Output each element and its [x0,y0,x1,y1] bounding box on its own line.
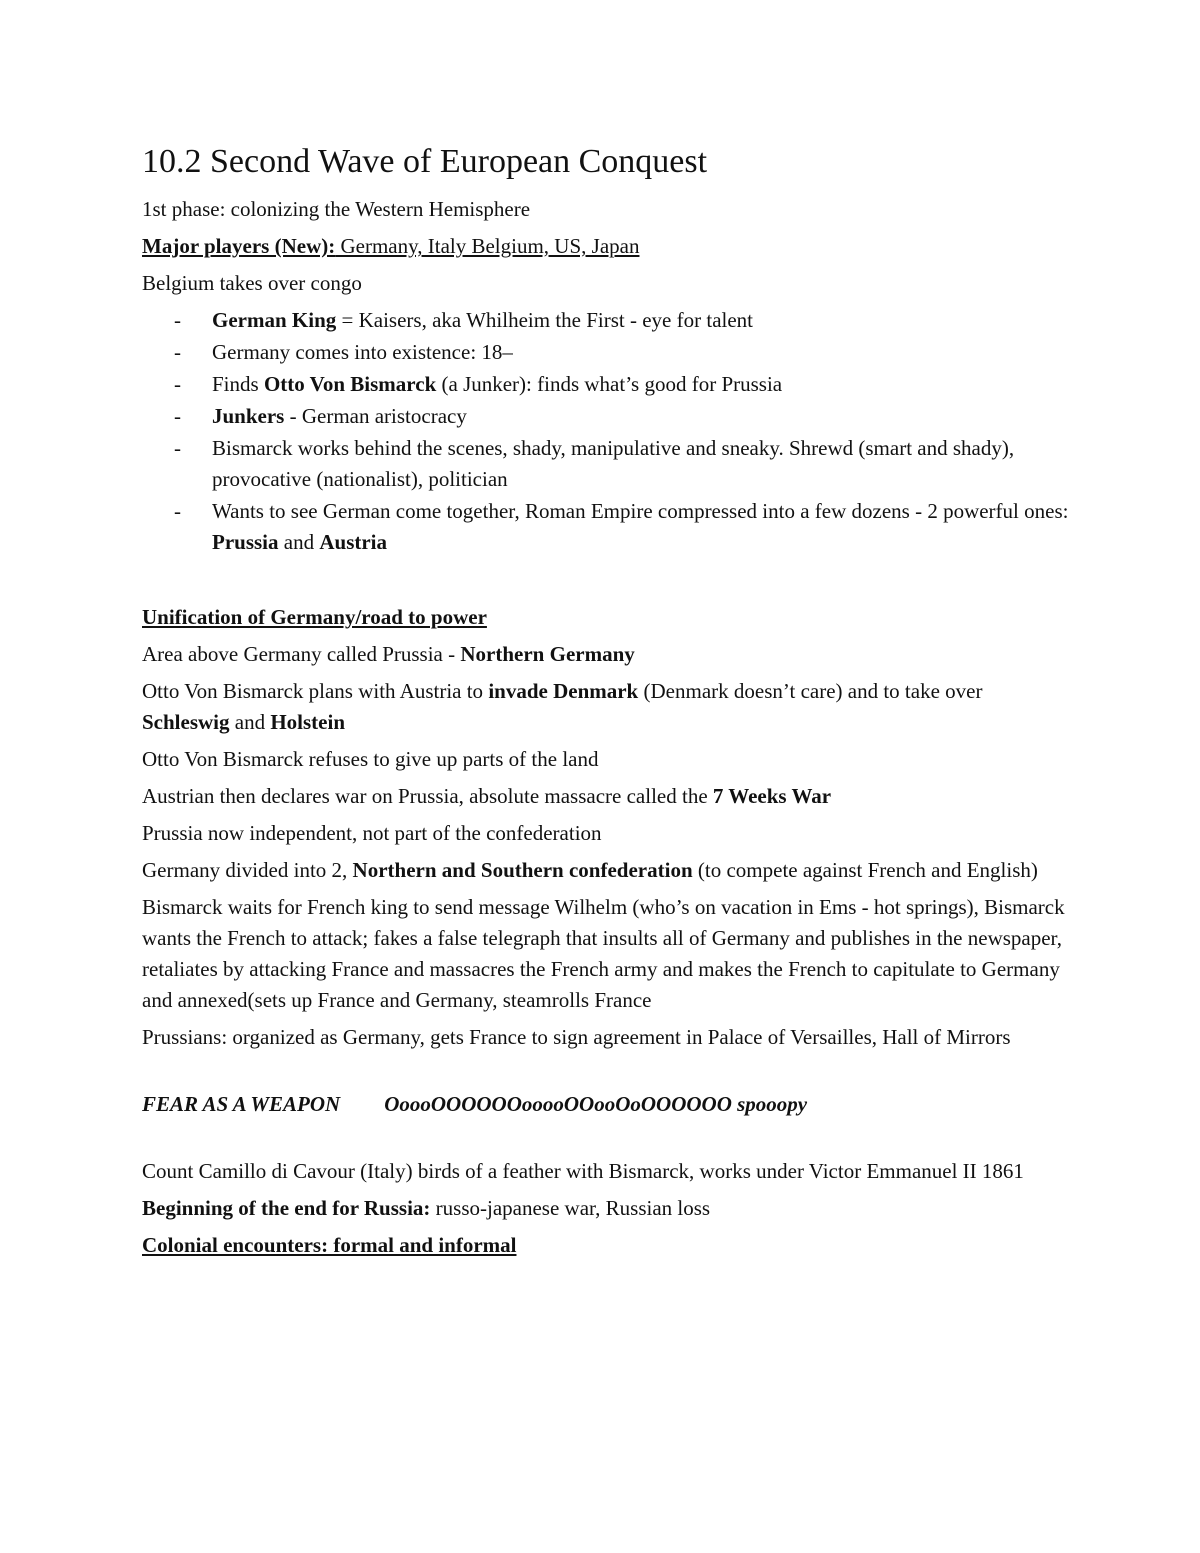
major-players-value: Germany, Italy Belgium, US, Japan [335,234,640,258]
fear-line [142,1089,1072,1120]
unification-heading [142,602,1072,633]
bold-term: Junkers [212,404,285,428]
paragraph: Prussians: organized as Germany, gets France to sign agreement in Palace of Versailles, Hall of Mirrors [142,1025,1011,1049]
list-item [142,337,1072,368]
colonial-heading-text: Colonial encounters: formal and informal [142,1233,517,1257]
list-item [142,496,1072,558]
dash-bullet-icon: - [174,499,181,523]
paragraph-text: Otto Von Bismarck plans with Austria to [142,679,489,703]
major-players-line [142,231,1072,262]
colonial-heading [142,1230,1072,1261]
item-text: Bismarck works behind the scenes, shady, manipulative and sneaky. Shrewd (smart and shady), provocative (nationalist), politician [212,436,1015,491]
item-text: Wants to see German come together, Roman Empire compressed into a few dozens - 2 powerful ones: [212,499,1069,523]
spacer [142,1126,1072,1156]
fear-left: FEAR AS A WEAPON [142,1092,341,1116]
paragraph [142,781,1072,812]
paragraph: Otto Von Bismarck refuses to give up parts of the land [142,747,599,771]
russia-line [142,1193,1072,1224]
page-title: 10.2 Second Wave of European Conquest [142,143,708,180]
bold-term: Northern and Southern confederation [352,858,693,882]
paragraph-text: and [229,710,271,734]
dash-bullet-icon: - [174,340,181,364]
item-text: Germany comes into existence: 18– [212,340,513,364]
paragraph-text: Austrian then declares war on Prussia, absolute massacre called the [142,784,713,808]
bullet-list [142,305,1072,558]
bold-term: Holstein [270,710,346,734]
paragraph-text: (Denmark doesn’t care) and to take over [638,679,983,703]
bold-term: Otto Von Bismarck [263,372,437,396]
bold-term: Schleswig [142,710,230,734]
item-text: and [278,530,320,554]
bold-term: invade Denmark [488,679,639,703]
paragraph: Bismarck waits for French king to send message Wilhelm (who’s on vacation in Ems - hot springs), Bismarck wants the French to attack; fakes a false telegraph that insults all of Germany and publishes in the newspaper, retaliates by attacking France and massacres the French army and makes the French to capitulate to Germany and annexed(sets up France and Germany, steamrolls France [142,895,1065,1012]
list-item [142,369,1072,400]
paragraph [142,639,1072,670]
item-text: (a Junker): finds what’s good for Prussia [436,372,783,396]
bold-term: German King [212,308,337,332]
spacer [142,564,1072,602]
paragraph-text: (to compete against French and English) [692,858,1038,882]
list-item [142,305,1072,336]
dash-bullet-icon: - [174,404,181,428]
list-item [142,401,1072,432]
dash-bullet-icon: - [174,308,181,332]
paragraph-text: Area above Germany called Prussia - [142,642,461,666]
bold-term: 7 Weeks War [712,784,832,808]
bold-term: Beginning of the end for Russia: [142,1196,431,1220]
item-text: Finds [212,372,264,396]
item-text: - German aristocracy [284,404,467,428]
cavour-paragraph: Count Camillo di Cavour (Italy) birds of a feather with Bismarck, works under Victor Emmanuel II 1861 [142,1159,1024,1183]
fear-right: OoooOOOOOOooooOOooOoOOOOOO spooopy [384,1092,808,1116]
paragraph [142,676,1072,738]
paragraph [142,855,1072,886]
paragraph-text: Germany divided into 2, [142,858,353,882]
major-players-label: Major players (New): [142,234,336,258]
bold-term: Northern Germany [460,642,635,666]
bold-term: Austria [319,530,388,554]
phase-line: 1st phase: colonizing the Western Hemisphere [142,197,531,221]
list-item [142,433,1072,495]
paragraph: Prussia now independent, not part of the confederation [142,821,602,845]
bold-term: Prussia [212,530,279,554]
document-body [142,140,1072,1267]
dash-bullet-icon: - [174,436,181,460]
unification-heading-text: Unification of Germany/road to power [142,605,487,629]
paragraph-text: russo-japanese war, Russian loss [430,1196,711,1220]
item-text: = Kaisers, aka Whilheim the First - eye for talent [336,308,753,332]
major-players-line-underline [142,234,639,258]
dash-bullet-icon: - [174,372,181,396]
spacer [142,1059,1072,1089]
belgium-line: Belgium takes over congo [142,271,362,295]
